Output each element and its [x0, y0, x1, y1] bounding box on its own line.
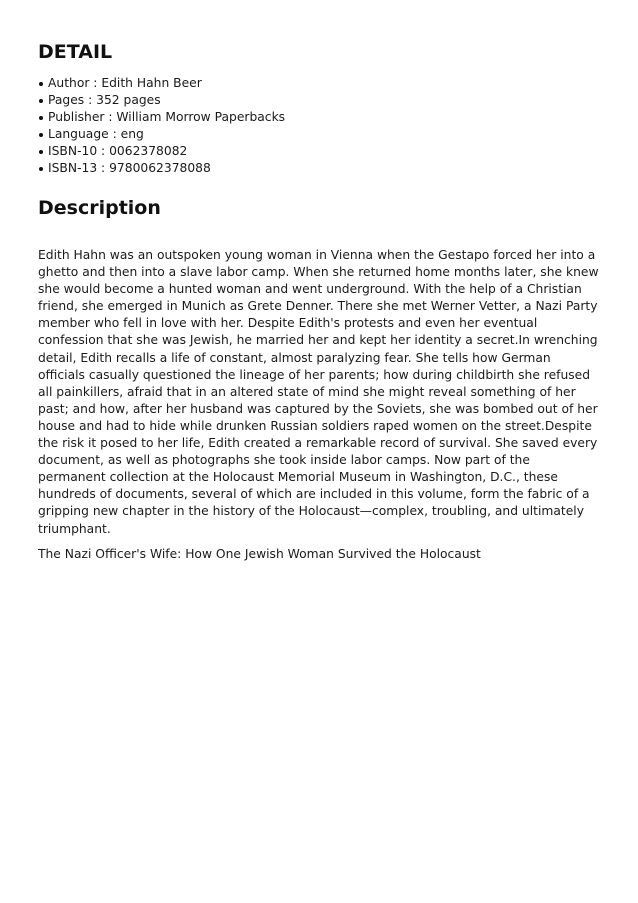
bullet-icon — [39, 99, 43, 103]
detail-item-publisher — [38, 109, 600, 126]
bullet-icon — [39, 133, 43, 137]
detail-item-text: Language : eng — [48, 127, 144, 141]
detail-item-language — [38, 126, 600, 143]
detail-list — [38, 75, 600, 177]
detail-item-pages — [38, 92, 600, 109]
detail-item-text: Pages : 352 pages — [48, 93, 161, 107]
detail-item-text: Author : Edith Hahn Beer — [48, 76, 202, 90]
bullet-icon — [39, 150, 43, 154]
bullet-icon — [39, 82, 43, 86]
detail-item-text: ISBN-10 : 0062378082 — [48, 144, 188, 158]
bullet-icon — [39, 167, 43, 171]
detail-item-author — [38, 75, 600, 92]
description-heading: Description — [38, 197, 161, 219]
detail-item-text: Publisher : William Morrow Paperbacks — [48, 110, 286, 124]
bullet-icon — [39, 116, 43, 120]
detail-item-text: ISBN-13 : 9780062378088 — [48, 161, 211, 175]
description-body: Edith Hahn was an outspoken young woman in Vienna when the Gestapo forced her into a ghetto and then into a slave labor camp. When she returned home months later, she knew she would become a hunted woman and went underground. With the help of a Christian friend, she emerged in Munich as Grete Denner. There she met Werner Vetter, a Nazi Party member who fell in love with her. Despite Edith's protests and even her eventual confession that she was Jewish, he married her and kept her identity a secret.In wrenching detail, Edith recalls a life of constant, almost paralyzing fear. She tells how German officials casually questioned the lineage of her parents; how during childbirth she refused all painkillers, afraid that in an altered state of mind she might reveal something of her past; and how, after her husband was captured by the Soviets, she was bombed out of her house and had to hide while drunken Russian soldiers raped women on the street.Despite the risk it posed to her life, Edith created a remarkable record of survival. She saved every document, as well as photographs she took inside labor camps. Now part of the permanent collection at the Holocaust Memorial Museum in Washington, D.C., these hundreds of documents, several of which are included in this volume, form the fabric of a gripping new chapter in the history of the Holocaust—complex, troubling, and ultimately triumphant. — [38, 248, 599, 536]
detail-item-isbn10 — [38, 143, 600, 160]
detail-heading: DETAIL — [38, 41, 113, 63]
detail-item-isbn13 — [38, 160, 600, 177]
book-title: The Nazi Officer's Wife: How One Jewish Woman Survived the Holocaust — [38, 546, 481, 561]
